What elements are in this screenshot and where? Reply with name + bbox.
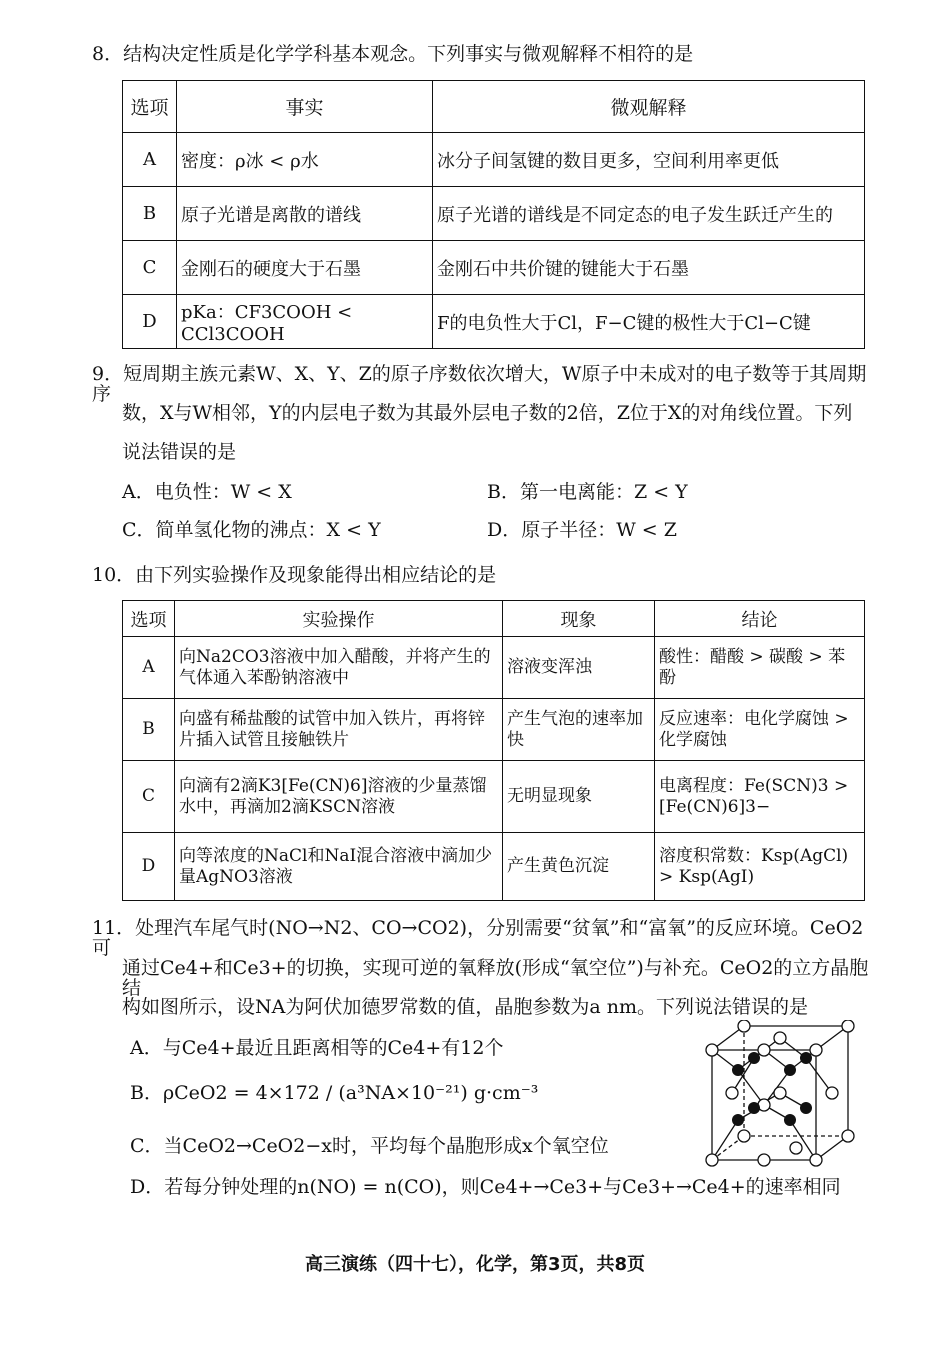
q10-conclusion-c: 电离程度：Fe(SCN)3 > [Fe(CN)6]3− (655, 761, 865, 833)
q8-stem: 8．结构决定性质是化学学科基本观念。下列事实与微观解释不相符的是 (92, 43, 694, 65)
table-row (123, 187, 865, 241)
q8-fact-b: 原子光谱是离散的谱线 (177, 187, 433, 241)
q8-option-b: B (123, 187, 177, 241)
q8-option-a: A (123, 133, 177, 187)
q10-option-c: C (123, 761, 175, 833)
q11-option-c: C．当CeO2→CeO2−x时，平均每个晶胞形成x个氧空位 (130, 1135, 609, 1157)
q10-conclusion-d: 溶度积常数：Ksp(AgCl) > Ksp(AgI) (655, 833, 865, 901)
table-row (123, 761, 865, 833)
q8-table (122, 80, 865, 349)
q10-phenomenon-c: 无明显现象 (503, 761, 655, 833)
q8-explain-d: F的电负性大于Cl，F−C键的极性大于Cl−C键 (433, 295, 865, 349)
q10-operation-d: 向等浓度的NaCl和NaI混合溶液中滴加少量AgNO3溶液 (175, 833, 503, 901)
q10-phenomenon-d: 产生黄色沉淀 (503, 833, 655, 901)
q11-stem-line3: 构如图所示，设NA为阿伏加德罗常数的值，晶胞参数为a nm。下列说法错误的是 (122, 996, 808, 1018)
q8-explain-b: 原子光谱的谱线是不同定态的电子发生跃迁产生的 (433, 187, 865, 241)
q8-header-fact: 事实 (177, 81, 433, 133)
table-row (123, 241, 865, 295)
table-row (123, 295, 865, 349)
ceo2-unit-cell-diagram (696, 1020, 866, 1175)
q8-header-explain: 微观解释 (433, 81, 865, 133)
q11-option-b: B．ρCeO2 = 4×172 / (a³NA×10⁻²¹) g·cm⁻³ (130, 1082, 539, 1104)
q8-explain-a: 冰分子间氢键的数目更多，空间利用率更低 (433, 133, 865, 187)
q8-fact-c: 金刚石的硬度大于石墨 (177, 241, 433, 295)
q8-header-option: 选项 (123, 81, 177, 133)
q9-stem-line1: 9．短周期主族元素W、X、Y、Z的原子序数依次增大，W原子中未成对的电子数等于其周期序 (92, 363, 867, 405)
q11-option-a: A．与Ce4+最近且距离相等的Ce4+有12个 (130, 1037, 504, 1059)
q10-header-option: 选项 (123, 601, 175, 637)
q10-phenomenon-b: 产生气泡的速率加快 (503, 699, 655, 761)
table-row (123, 833, 865, 901)
q8-explain-c: 金刚石中共价键的键能大于石墨 (433, 241, 865, 295)
q8-fact-d: pKa：CF3COOH < CCl3COOH (177, 295, 433, 349)
q10-option-d: D (123, 833, 175, 901)
q10-conclusion-b: 反应速率：电化学腐蚀 > 化学腐蚀 (655, 699, 865, 761)
table-row (123, 133, 865, 187)
q9-option-a: A．电负性：W < X (122, 481, 292, 503)
q8-option-d: D (123, 295, 177, 349)
q8-fact-a: 密度：ρ冰 < ρ水 (177, 133, 433, 187)
q10-table (122, 600, 865, 901)
q11-stem-line2: 通过Ce4+和Ce3+的切换，实现可逆的氧释放(形成“氧空位”)与补充。CeO2的立方晶胞结 (122, 957, 869, 999)
q10-option-a: A (123, 637, 175, 699)
q10-operation-a: 向Na2CO3溶液中加入醋酸，并将产生的气体通入苯酚钠溶液中 (175, 637, 503, 699)
q10-option-b: B (123, 699, 175, 761)
q10-phenomenon-a: 溶液变浑浊 (503, 637, 655, 699)
q8-header-row (123, 81, 865, 133)
q10-header-conclusion: 结论 (655, 601, 865, 637)
q10-header-row (123, 601, 865, 637)
q10-conclusion-a: 酸性：醋酸 > 碳酸 > 苯酚 (655, 637, 865, 699)
q11-option-d: D．若每分钟处理的n(NO) = n(CO)，则Ce4+→Ce3+与Ce3+→Ce4+的速率相同 (130, 1176, 841, 1198)
q9-option-c: C．简单氢化物的沸点：X < Y (122, 519, 381, 541)
q10-header-phenomenon: 现象 (503, 601, 655, 637)
q10-header-operation: 实验操作 (175, 601, 503, 637)
table-row (123, 637, 865, 699)
q8-option-c: C (123, 241, 177, 295)
q10-operation-b: 向盛有稀盐酸的试管中加入铁片，再将锌片插入试管且接触铁片 (175, 699, 503, 761)
q10-operation-c: 向滴有2滴K3[Fe(CN)6]溶液的少量蒸馏水中，再滴加2滴KSCN溶液 (175, 761, 503, 833)
q11-stem-line1: 11．处理汽车尾气时(NO→N2、CO→CO2)，分别需要“贫氧”和“富氧”的反应环境。CeO2可 (92, 917, 864, 959)
table-row (123, 699, 865, 761)
q9-option-d: D．原子半径：W < Z (487, 519, 677, 541)
q9-stem-line3: 说法错误的是 (122, 441, 237, 463)
page-footer: 高三演练（四十七），化学，第3页，共8页 (304, 1254, 646, 1275)
q10-stem: 10．由下列实验操作及现象能得出相应结论的是 (92, 564, 497, 586)
q9-option-b: B．第一电离能：Z < Y (487, 481, 688, 503)
q9-stem-line2: 数，X与W相邻，Y的内层电子数为其最外层电子数的2倍，Z位于X的对角线位置。下列 (122, 402, 853, 424)
